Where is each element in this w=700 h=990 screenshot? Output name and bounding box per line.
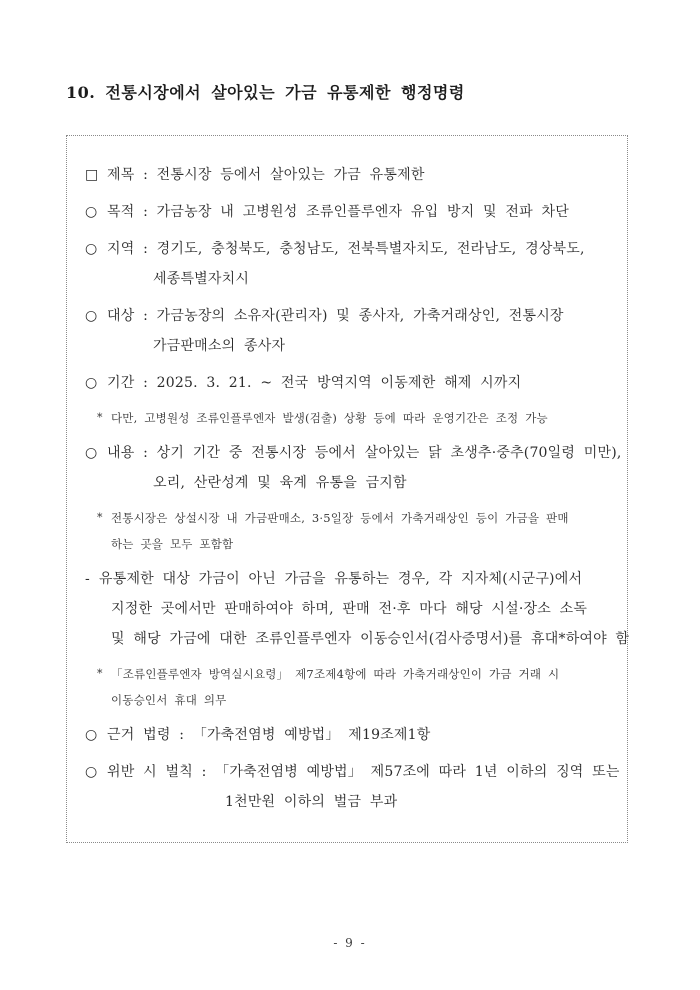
content-box	[66, 135, 628, 843]
note-market-definition	[97, 505, 613, 557]
asterisk-icon: *	[97, 511, 103, 524]
item-period-text: 기간 : 2025. 3. 21. ~ 전국 방역지역 이동제한 해제 시까지	[107, 375, 522, 391]
item-region-text: 지역 : 경기도, 충청북도, 충청남도, 전북특별자치도, 전라남도, 경상북도,	[107, 241, 585, 257]
item-region-text-cont: 세종특별자치시	[153, 271, 250, 287]
item-exception-text: 유통제한 대상 가금이 아닌 가금을 유통하는 경우, 각 지자체(시군구)에서	[99, 571, 583, 587]
dash-icon: -	[85, 571, 90, 587]
item-penalty-text-cont: 1천만원 이하의 벌금 부과	[225, 794, 398, 810]
asterisk-icon: *	[97, 667, 103, 680]
item-penalty	[85, 757, 620, 817]
item-penalty-text: 위반 시 벌칙 : 「가축전염병 예방법」 제57조에 따라 1년 이하의 징역 또는	[107, 764, 620, 780]
circle-bullet-icon: ○	[85, 375, 98, 391]
item-purpose	[85, 197, 613, 227]
item-target-text-cont: 가금판매소의 종사자	[153, 338, 286, 354]
circle-bullet-icon: ○	[85, 445, 98, 461]
asterisk-icon: *	[97, 411, 103, 424]
item-exception-text-cont1: 지정한 곳에서만 판매하여야 하며, 판매 전·후 마다 해당 시설·장소 소독	[111, 601, 588, 617]
circle-bullet-icon: ○	[85, 308, 98, 324]
item-legal-basis-text: 근거 법령 : 「가축전염병 예방법」 제19조제1항	[107, 727, 431, 743]
page-number: - 9 -	[333, 936, 367, 950]
item-period	[85, 368, 613, 398]
item-target-text: 대상 : 가금농장의 소유자(관리자) 및 종사자, 가축거래상인, 전통시장	[107, 308, 564, 324]
note-permit-duty-text-cont: 이동승인서 휴대 의무	[111, 693, 227, 707]
note-permit-duty-text: 「조류인플루엔자 방역실시요령」 제7조제4항에 따라 가축거래상인이 가금 거래 시	[111, 667, 560, 681]
circle-bullet-icon: ○	[85, 204, 98, 220]
note-period-adjust	[97, 405, 613, 431]
item-title-text: 제목 : 전통시장 등에서 살아있는 가금 유통제한	[107, 167, 425, 183]
item-purpose-text: 목적 : 가금농장 내 고병원성 조류인플루엔자 유입 방지 및 전파 차단	[107, 204, 569, 220]
item-region	[85, 234, 613, 294]
square-bullet-icon: □	[85, 167, 99, 183]
item-content-text: 내용 : 상기 기간 중 전통시장 등에서 살아있는 닭 초생추·중추(70일령 미만),	[107, 445, 622, 461]
note-period-adjust-text: 다만, 고병원성 조류인플루엔자 발생(검출) 상황 등에 따라 운영기간은 조정 가능	[111, 411, 548, 425]
circle-bullet-icon: ○	[85, 241, 98, 257]
note-market-definition-text: 전통시장은 상설시장 내 가금판매소, 3·5일장 등에서 가축거래상인 등이 가금을 판매	[111, 511, 569, 525]
item-content-text-cont: 오리, 산란성계 및 육계 유통을 금지함	[153, 475, 407, 491]
item-legal-basis	[85, 720, 613, 750]
item-title	[85, 160, 613, 190]
note-market-definition-text-cont: 하는 곳을 모두 포함함	[111, 537, 234, 551]
page-title: 10. 전통시장에서 살아있는 가금 유통제한 행정명령	[66, 83, 465, 102]
item-target	[85, 301, 613, 361]
circle-bullet-icon: ○	[85, 727, 98, 743]
item-content	[85, 438, 622, 498]
item-exception	[85, 564, 630, 654]
note-permit-duty	[97, 661, 613, 713]
item-exception-text-cont2: 및 해당 가금에 대한 조류인플루엔자 이동승인서(검사증명서)를 휴대*하여야 함	[111, 631, 630, 647]
circle-bullet-icon: ○	[85, 764, 98, 780]
